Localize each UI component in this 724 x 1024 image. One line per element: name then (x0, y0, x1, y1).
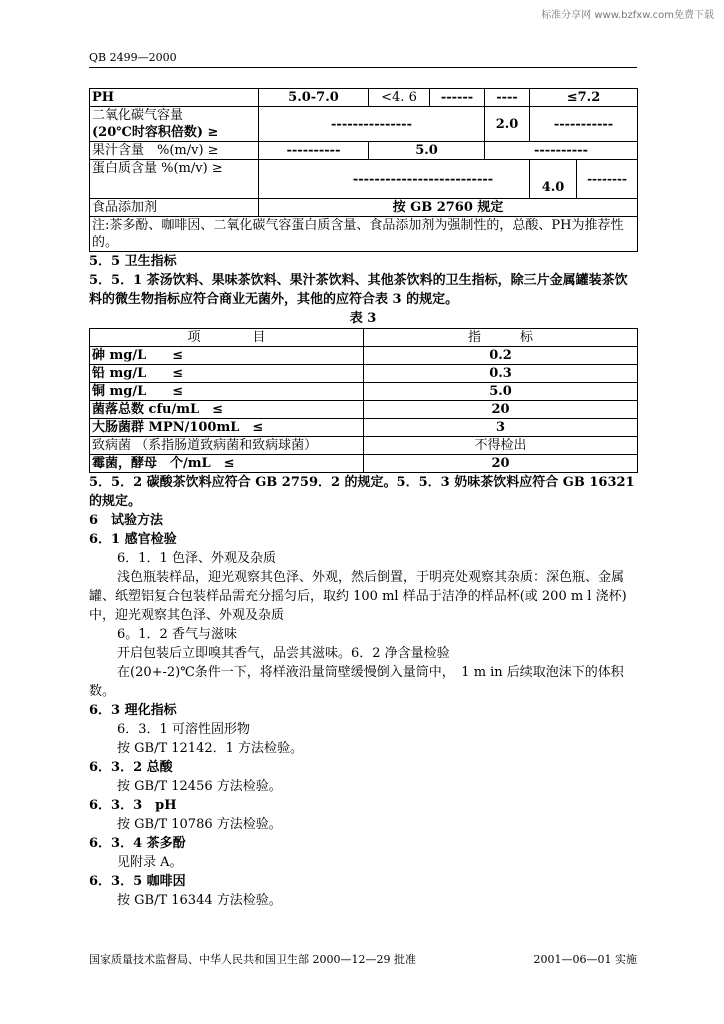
table-cell: 5.0 (364, 383, 638, 401)
table-note: 注:茶多酚、咖啡因、二氧化碳气容蛋白质含量、食品添加剂为强制性的，总酸、PH为推荐性的。 (90, 217, 638, 252)
table-row (90, 419, 638, 437)
table-cell: 砷 mg/L ≤ (90, 347, 364, 365)
table-row (90, 107, 638, 142)
table-cell (259, 160, 530, 199)
page-header: QB 2499—2000 (89, 51, 637, 68)
row-label-line: (20℃时容积倍数) ≥ (92, 125, 219, 140)
subsection-heading: 6．3．1 可溶性固形物 (117, 722, 250, 737)
table-cell: ---------- (259, 142, 369, 160)
table-cell: 3 (364, 419, 638, 437)
section-heading: 5．5 卫生指标 (89, 254, 177, 269)
table-cell-text: -------- (587, 171, 627, 186)
paragraph: 在(20+-2)℃条件一下，将样液沿量筒壁缓慢倒入量筒中， 1 m in 后续取泡沫下的体积数。 (89, 665, 624, 699)
subsection-heading: 6．3．5 咖啡因 (89, 874, 186, 889)
paragraph: 浅色瓶装样品，迎光观察其色泽、外观，然后倒置，于明亮处观察其杂质：深色瓶、金属罐、纸塑铝复合包装样品需充分摇匀后，取约 100 ml 样品于洁净的样品杯(或 200 m l 浇杯)中，迎光观察其色泽、外观及杂质 (89, 570, 627, 623)
table-cell: ----------- (530, 107, 638, 142)
table-3 (89, 328, 638, 473)
table-row (90, 365, 638, 383)
subsection-heading: 6．3．4 茶多酚 (89, 836, 186, 851)
table-cell: 5.0 (369, 142, 485, 160)
table-cell: 5.0-7.0 (259, 89, 369, 107)
row-label-line: 二氧化碳气容量 (92, 108, 184, 123)
table-cell: 菌落总数 cfu/mL ≤ (90, 401, 364, 419)
table-cell: ---------- (485, 142, 638, 160)
table-row (90, 160, 638, 199)
table-row (90, 401, 638, 419)
table-cell: 大肠菌群 MPN/100mL ≤ (90, 419, 364, 437)
table-cell: ---- (485, 89, 530, 107)
table-cell: --------------- (259, 107, 485, 142)
paragraph: 按 GB/T 12142．1 方法检验。 (117, 741, 304, 756)
column-header: 项 目 (90, 329, 364, 347)
subsection-heading: 6．1．1 色泽、外观及杂质 (117, 551, 276, 566)
paragraph: 按 GB/T 12456 方法检验。 (117, 779, 282, 794)
section-heading: 6．1 感官检验 (89, 532, 177, 547)
table-cell: 不得检出 (364, 437, 638, 455)
subsection-heading: 6。1．2 香气与滋味 (117, 627, 237, 642)
table-title: 表 3 (349, 311, 377, 326)
table-cell: 铅 mg/L ≤ (90, 365, 364, 383)
table-header-row (90, 329, 638, 347)
row-label (90, 107, 259, 142)
watermark: 标准分享网 www.bzfxw.com免费下载 (541, 10, 714, 21)
table-row (90, 347, 638, 365)
subsection-heading: 6．3．2 总酸 (89, 760, 173, 775)
implementation-date: 2001—06—01 实施 (533, 953, 637, 966)
page-footer (89, 951, 637, 967)
table-row (90, 142, 638, 160)
paragraph: 开启包装后立即嗅其香气，品尝其滋味。6．2 净含量检验 (117, 646, 450, 661)
table-cell: 0.3 (364, 365, 638, 383)
table-cell: ------ (430, 89, 485, 107)
paragraph: 见附录 A。 (117, 855, 183, 870)
table-cell: 霉菌，酵母 个/mL ≤ (90, 455, 364, 473)
table-cell: 20 (364, 455, 638, 473)
section-heading: 6．3 理化指标 (89, 703, 177, 718)
paragraph: 5．5．1 茶汤饮料、果味茶饮料、果汁茶饮料、其他茶饮料的卫生指标，除三片金属罐装茶饮料的微生物指标应符合商业无菌外，其他的应符合表 3 的规定。 (89, 273, 628, 307)
table-cell: 20 (364, 401, 638, 419)
paragraph: 按 GB/T 10786 方法检验。 (117, 817, 282, 832)
paragraph: 按 GB/T 16344 方法检验。 (117, 893, 282, 908)
table-row (90, 437, 638, 455)
table-row (90, 455, 638, 473)
subsection-heading: 6．3．3 pH (89, 798, 177, 813)
table-1 (89, 88, 638, 252)
table-cell: 0.2 (364, 347, 638, 365)
table-cell: 按 GB 2760 规定 (259, 199, 638, 217)
row-label: 果汁含量 %(m/v) ≥ (90, 142, 259, 160)
table-cell (530, 160, 638, 199)
table-row (90, 199, 638, 217)
row-label: PH (90, 89, 259, 107)
document-body (89, 88, 637, 910)
column-header: 指 标 (364, 329, 638, 347)
table-cell-text: -------------------------- (352, 171, 494, 187)
table-row (90, 89, 638, 107)
table-cell: <4. 6 (369, 89, 430, 107)
table-cell: 致病菌 （系指肠道致病菌和致病球菌） (90, 437, 364, 455)
table-row (90, 383, 638, 401)
table-cell: 铜 mg/L ≤ (90, 383, 364, 401)
table-cell: ≤7.2 (530, 89, 638, 107)
table-row (90, 217, 638, 252)
table-cell-text: 4.0 (530, 160, 577, 198)
approval-text: 国家质量技术监督局、中华人民共和国卫生部 2000—12—29 批准 (89, 953, 416, 966)
paragraph: 5．5．2 碳酸茶饮料应符合 GB 2759．2 的规定。5．5．3 奶味茶饮料应符合 GB 16321 的规定。 (89, 475, 635, 509)
row-label: 食品添加剂 (90, 199, 259, 217)
section-heading: 6 试验方法 (89, 513, 164, 528)
row-label: 蛋白质含量 %(m/v) ≥ (90, 160, 259, 199)
table-cell: 2.0 (485, 107, 530, 142)
